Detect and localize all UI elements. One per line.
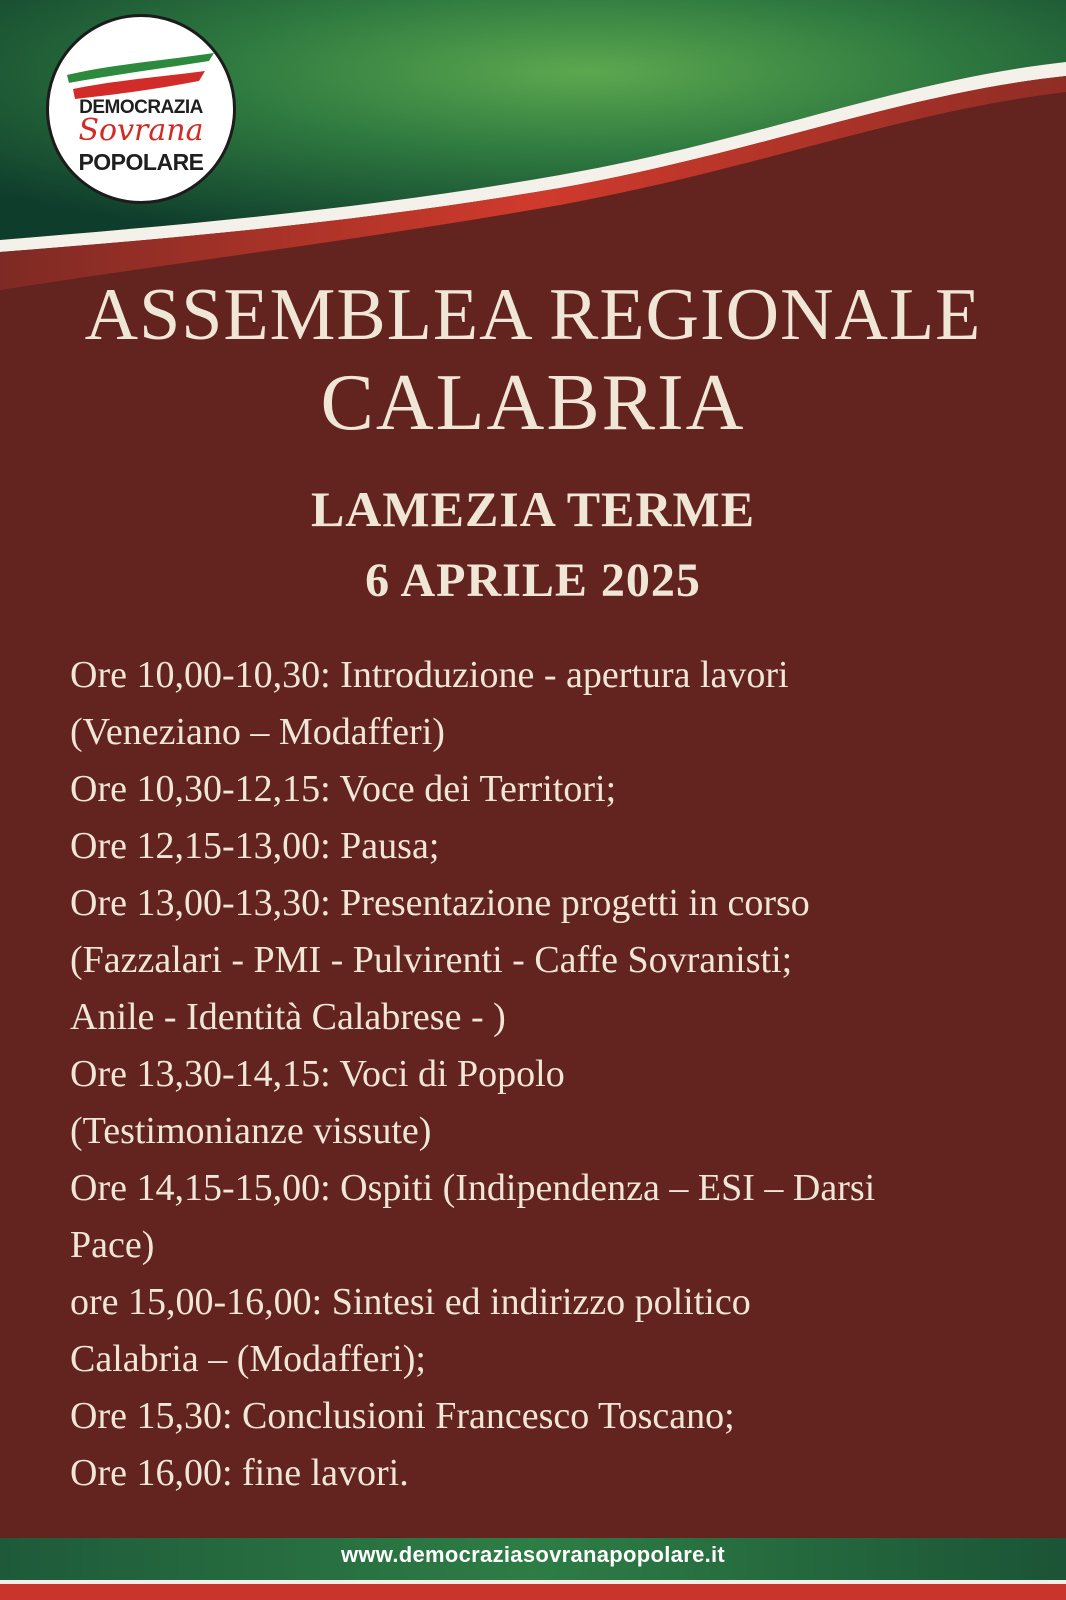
party-logo — [46, 14, 236, 204]
schedule-line: Pace) — [70, 1224, 155, 1266]
schedule-line: Ore 15,30: Conclusioni Francesco Toscano; — [70, 1395, 735, 1437]
schedule-line: Ore 13,30-14,15: Voci di Popolo — [70, 1053, 565, 1095]
event-date: 6 APRILE 2025 — [365, 554, 701, 607]
schedule-line: Ore 16,00: fine lavori. — [70, 1452, 409, 1494]
schedule-line: Ore 14,15-15,00: Ospiti (Indipendenza – ESI – Darsi — [70, 1167, 876, 1209]
schedule-line: ore 15,00-16,00: Sintesi ed indirizzo politico — [70, 1281, 751, 1323]
schedule-line: Ore 13,00-13,30: Presentazione progetti in corso — [70, 882, 810, 924]
schedule-line: Ore 12,15-13,00: Pausa; — [70, 825, 440, 867]
schedule-line: Ore 10,00-10,30: Introduzione - apertura lavori — [70, 654, 789, 696]
schedule-line: (Fazzalari - PMI - Pulvirenti - Caffe Sovranisti; — [70, 939, 793, 981]
schedule-list — [70, 647, 1040, 1502]
logo-text-popolare: POPOLARE — [78, 149, 204, 175]
logo-text-sovrana: Sovrana — [78, 113, 204, 148]
website-link[interactable]: www.democraziasovranapopolare.it — [340, 1542, 726, 1567]
schedule-line: Anile - Identità Calabrese - ) — [70, 996, 506, 1038]
schedule-line: (Veneziano – Modafferi) — [70, 711, 445, 753]
schedule-line: (Testimonianze vissute) — [70, 1110, 432, 1152]
title-line-1: ASSEMBLEA REGIONALE — [84, 274, 982, 356]
event-place: LAMEZIA TERME — [310, 481, 756, 537]
schedule-line: Calabria – (Modafferi); — [70, 1338, 426, 1380]
logo-text-democrazia: DEMOCRAZIA — [79, 97, 203, 118]
title-line-2: CALABRIA — [320, 359, 746, 447]
schedule-line: Ore 10,30-12,15: Voce dei Territori; — [70, 768, 617, 810]
